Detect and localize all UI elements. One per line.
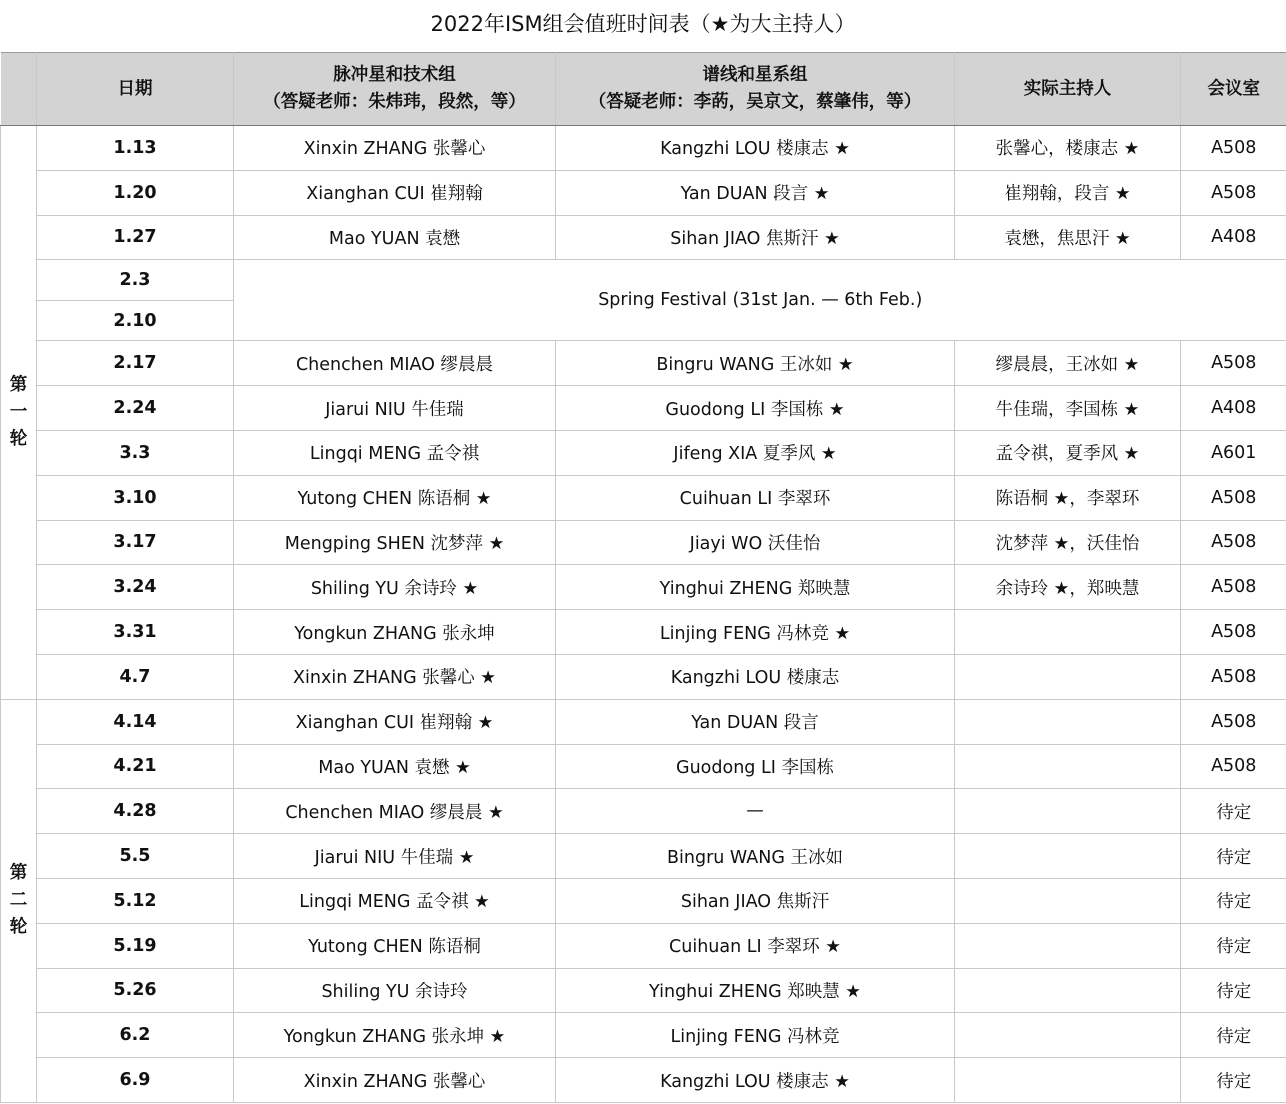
table-row	[1, 968, 1286, 1013]
table-row	[1, 1058, 1286, 1103]
host-cell: 牛佳瑞，李国栋 ★	[955, 386, 1181, 431]
host-cell: 沈梦萍 ★，沃佳怡	[955, 520, 1181, 565]
pulsar-group-cell: Chenchen MIAO 缪晨晨	[234, 341, 556, 386]
room-cell: A508	[1181, 520, 1286, 565]
table-row	[1, 126, 1286, 171]
pulsar-group-cell: Xinxin ZHANG 张馨心 ★	[234, 654, 556, 699]
table-row	[1, 1013, 1286, 1058]
date-cell: 4.21	[37, 744, 234, 789]
host-cell: 孟令祺，夏季风 ★	[955, 430, 1181, 475]
date-cell: 1.27	[37, 215, 234, 260]
room-cell: A508	[1181, 126, 1286, 171]
spectral-group-cell: Linjing FENG 冯林竞 ★	[556, 610, 955, 655]
date-cell: 5.19	[37, 923, 234, 968]
schedule-table	[0, 52, 1286, 1103]
host-cell: 陈语桐 ★，李翠环	[955, 475, 1181, 520]
room-cell: A508	[1181, 170, 1286, 215]
round-label-char: 一	[9, 401, 28, 422]
host-cell: 缪晨晨，王冰如 ★	[955, 341, 1181, 386]
table-row	[1, 386, 1286, 431]
pulsar-group-title: 脉冲星和技术组	[333, 65, 456, 85]
table-row	[1, 565, 1286, 610]
date-cell: 4.7	[37, 654, 234, 699]
room-cell: A508	[1181, 744, 1286, 789]
round-label	[1, 126, 37, 700]
spectral-group-cell: Cuihuan LI 李翠环	[556, 475, 955, 520]
room-cell: 待定	[1181, 834, 1286, 879]
round-label-char: 第	[9, 863, 28, 884]
table-row	[1, 610, 1286, 655]
room-cell: 待定	[1181, 1058, 1286, 1103]
spectral-group-cell: Yan DUAN 段言	[556, 699, 955, 744]
host-cell	[955, 654, 1181, 699]
date-cell: 5.26	[37, 968, 234, 1013]
table-row	[1, 789, 1286, 834]
spectral-group-cell: Kangzhi LOU 楼康志 ★	[556, 1058, 955, 1103]
pulsar-group-cell: Yongkun ZHANG 张永坤	[234, 610, 556, 655]
table-row	[1, 923, 1286, 968]
pulsar-group-cell: Yongkun ZHANG 张永坤 ★	[234, 1013, 556, 1058]
pulsar-group-cell: Chenchen MIAO 缪晨晨 ★	[234, 789, 556, 834]
date-cell: 1.13	[37, 126, 234, 171]
host-cell	[955, 744, 1181, 789]
round-label-char: 轮	[9, 917, 28, 938]
room-cell: 待定	[1181, 968, 1286, 1013]
date-cell: 6.9	[37, 1058, 234, 1103]
table-row	[1, 341, 1286, 386]
spectral-group-cell: Yinghui ZHENG 郑映慧 ★	[556, 968, 955, 1013]
spectral-group-cell: —	[556, 789, 955, 834]
host-cell: 崔翔翰，段言 ★	[955, 170, 1181, 215]
host-cell	[955, 923, 1181, 968]
page-title: 2022年ISM组会值班时间表（★为大主持人）	[430, 12, 856, 36]
pulsar-group-cell: Xinxin ZHANG 张馨心	[234, 126, 556, 171]
round-label-char: 轮	[9, 428, 28, 449]
pulsar-group-cell: Mengping SHEN 沈梦萍 ★	[234, 520, 556, 565]
pulsar-group-cell: Lingqi MENG 孟令祺	[234, 430, 556, 475]
holiday-row	[1, 260, 1286, 301]
round-header	[1, 53, 37, 126]
spectral-group-advisors: （答疑老师：李菂，吴京文，蔡肇伟，等）	[588, 92, 922, 112]
table-row	[1, 430, 1286, 475]
pulsar-group-cell: Xianghan CUI 崔翔翰	[234, 170, 556, 215]
date-cell: 1.20	[37, 170, 234, 215]
spectral-group-cell: Yan DUAN 段言 ★	[556, 170, 955, 215]
host-cell	[955, 968, 1181, 1013]
host-cell	[955, 878, 1181, 923]
pulsar-group-cell: Xianghan CUI 崔翔翰 ★	[234, 699, 556, 744]
date-cell: 2.3	[37, 260, 234, 301]
table-row	[1, 170, 1286, 215]
spectral-group-cell: Cuihuan LI 李翠环 ★	[556, 923, 955, 968]
room-cell: A408	[1181, 386, 1286, 431]
spectral-group-title: 谱线和星系组	[702, 65, 808, 85]
room-cell: 待定	[1181, 923, 1286, 968]
spectral-group-cell: Jiayi WO 沃佳怡	[556, 520, 955, 565]
room-cell: A508	[1181, 654, 1286, 699]
spectral-group-cell: Sihan JIAO 焦斯汗	[556, 878, 955, 923]
spectral-group-cell: Bingru WANG 王冰如	[556, 834, 955, 879]
date-header: 日期	[37, 53, 234, 126]
host-cell	[955, 1058, 1181, 1103]
pulsar-group-advisors: （答疑老师：朱炜玮，段然，等）	[263, 92, 526, 112]
room-cell: 待定	[1181, 789, 1286, 834]
date-cell: 3.3	[37, 430, 234, 475]
host-cell	[955, 699, 1181, 744]
table-row	[1, 878, 1286, 923]
room-cell: A508	[1181, 475, 1286, 520]
spectral-group-cell: Yinghui ZHENG 郑映慧	[556, 565, 955, 610]
table-row	[1, 475, 1286, 520]
table-row	[1, 834, 1286, 879]
date-cell: 2.24	[37, 386, 234, 431]
spectral-group-cell: Jifeng XIA 夏季风 ★	[556, 430, 955, 475]
table-row	[1, 744, 1286, 789]
room-cell: A408	[1181, 215, 1286, 260]
date-cell: 2.17	[37, 341, 234, 386]
date-cell: 4.14	[37, 699, 234, 744]
date-cell: 4.28	[37, 789, 234, 834]
pulsar-group-cell: Jiarui NIU 牛佳瑞 ★	[234, 834, 556, 879]
host-cell: 余诗玲 ★，郑映慧	[955, 565, 1181, 610]
holiday-cell: Spring Festival (31st Jan. — 6th Feb.)	[234, 260, 1286, 341]
spectral-group-cell: Linjing FENG 冯林竞	[556, 1013, 955, 1058]
host-cell	[955, 789, 1181, 834]
schedule-body	[1, 126, 1286, 1103]
room-cell: A601	[1181, 430, 1286, 475]
spectral-group-cell: Kangzhi LOU 楼康志	[556, 654, 955, 699]
room-cell: 待定	[1181, 878, 1286, 923]
header-row	[1, 53, 1286, 126]
round-label-char: 二	[9, 890, 28, 911]
date-cell: 3.24	[37, 565, 234, 610]
table-row	[1, 520, 1286, 565]
pulsar-group-cell: Mao YUAN 袁懋	[234, 215, 556, 260]
host-header: 实际主持人	[955, 53, 1181, 126]
round-label-char: 第	[9, 374, 28, 395]
room-cell: A508	[1181, 699, 1286, 744]
date-cell: 3.10	[37, 475, 234, 520]
spectral-group-cell: Kangzhi LOU 楼康志 ★	[556, 126, 955, 171]
date-cell: 6.2	[37, 1013, 234, 1058]
spectral-group-cell: Guodong LI 李国栋 ★	[556, 386, 955, 431]
room-cell: A508	[1181, 610, 1286, 655]
round-label	[1, 699, 37, 1102]
date-cell: 5.5	[37, 834, 234, 879]
pulsar-group-cell: Lingqi MENG 孟令祺 ★	[234, 878, 556, 923]
spectral-group-cell: Guodong LI 李国栋	[556, 744, 955, 789]
room-cell: A508	[1181, 565, 1286, 610]
table-row	[1, 654, 1286, 699]
pulsar-group-cell: Xinxin ZHANG 张馨心	[234, 1058, 556, 1103]
table-row	[1, 699, 1286, 744]
pulsar-group-cell: Jiarui NIU 牛佳瑞	[234, 386, 556, 431]
date-cell: 3.31	[37, 610, 234, 655]
date-cell: 3.17	[37, 520, 234, 565]
room-cell: 待定	[1181, 1013, 1286, 1058]
host-cell: 袁懋，焦思汗 ★	[955, 215, 1181, 260]
host-cell	[955, 834, 1181, 879]
room-header: 会议室	[1181, 53, 1286, 126]
host-cell	[955, 610, 1181, 655]
spectral-group-header	[556, 53, 955, 126]
pulsar-group-cell: Mao YUAN 袁懋 ★	[234, 744, 556, 789]
table-row	[1, 215, 1286, 260]
pulsar-group-cell: Shiling YU 余诗玲 ★	[234, 565, 556, 610]
host-cell: 张馨心，楼康志 ★	[955, 126, 1181, 171]
pulsar-group-cell: Shiling YU 余诗玲	[234, 968, 556, 1013]
spectral-group-cell: Sihan JIAO 焦斯汗 ★	[556, 215, 955, 260]
pulsar-group-cell: Yutong CHEN 陈语桐	[234, 923, 556, 968]
room-cell: A508	[1181, 341, 1286, 386]
date-cell: 5.12	[37, 878, 234, 923]
date-cell: 2.10	[37, 300, 234, 341]
pulsar-group-cell: Yutong CHEN 陈语桐 ★	[234, 475, 556, 520]
pulsar-group-header	[234, 53, 556, 126]
host-cell	[955, 1013, 1181, 1058]
spectral-group-cell: Bingru WANG 王冰如 ★	[556, 341, 955, 386]
